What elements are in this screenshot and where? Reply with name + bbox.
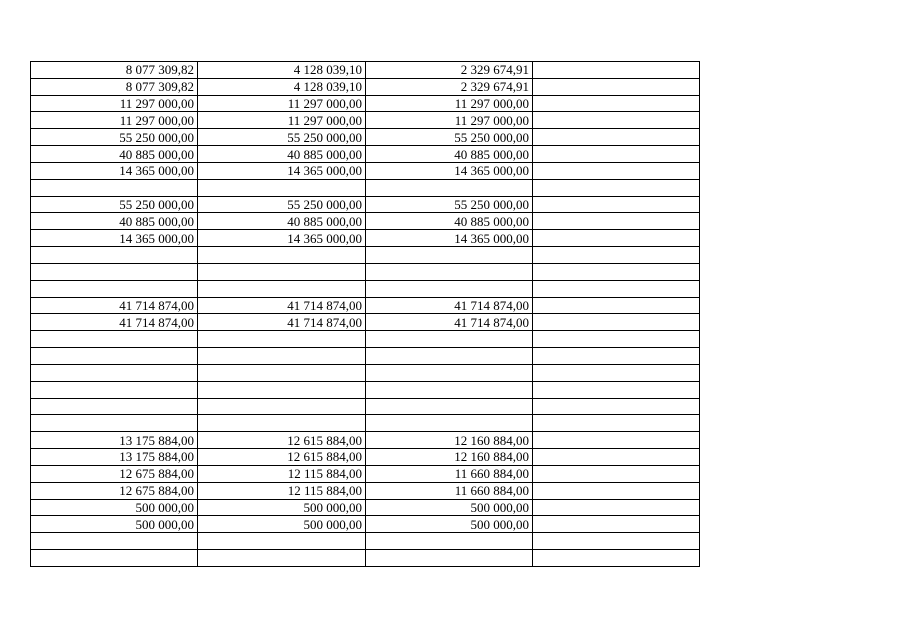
table-row bbox=[31, 415, 700, 432]
table-row bbox=[31, 381, 700, 398]
table-cell: 500 000,00 bbox=[31, 516, 198, 533]
table-cell: 41 714 874,00 bbox=[31, 314, 198, 331]
table-cell bbox=[366, 179, 533, 196]
table-cell bbox=[533, 179, 700, 196]
table-row bbox=[31, 247, 700, 264]
table-cell bbox=[366, 280, 533, 297]
table-cell: 11 297 000,00 bbox=[366, 112, 533, 129]
table-cell bbox=[533, 550, 700, 567]
table-cell bbox=[31, 415, 198, 432]
table-cell: 11 297 000,00 bbox=[198, 112, 366, 129]
table-row bbox=[31, 213, 700, 230]
table-cell bbox=[198, 415, 366, 432]
table-cell bbox=[31, 398, 198, 415]
table-row bbox=[31, 432, 700, 449]
table-cell bbox=[366, 381, 533, 398]
table-cell bbox=[198, 550, 366, 567]
table-cell bbox=[533, 415, 700, 432]
table-cell: 41 714 874,00 bbox=[198, 297, 366, 314]
table-cell bbox=[533, 62, 700, 79]
table-cell bbox=[198, 348, 366, 365]
table-cell: 12 675 884,00 bbox=[31, 465, 198, 482]
table-row bbox=[31, 179, 700, 196]
table-row bbox=[31, 146, 700, 163]
table-cell bbox=[533, 129, 700, 146]
table-cell: 4 128 039,10 bbox=[198, 78, 366, 95]
table-cell: 55 250 000,00 bbox=[366, 129, 533, 146]
table-cell bbox=[533, 465, 700, 482]
table-cell bbox=[366, 550, 533, 567]
table-row bbox=[31, 129, 700, 146]
table-cell bbox=[198, 280, 366, 297]
table-row bbox=[31, 516, 700, 533]
table-cell: 2 329 674,91 bbox=[366, 62, 533, 79]
table-row bbox=[31, 196, 700, 213]
table-cell: 55 250 000,00 bbox=[31, 196, 198, 213]
table-cell bbox=[31, 381, 198, 398]
table-cell: 12 160 884,00 bbox=[366, 449, 533, 466]
table-cell bbox=[533, 449, 700, 466]
table-cell: 13 175 884,00 bbox=[31, 449, 198, 466]
table-cell: 12 160 884,00 bbox=[366, 432, 533, 449]
table-cell: 41 714 874,00 bbox=[31, 297, 198, 314]
table-cell bbox=[366, 348, 533, 365]
table-cell: 55 250 000,00 bbox=[198, 129, 366, 146]
table-row bbox=[31, 499, 700, 516]
table-cell: 55 250 000,00 bbox=[366, 196, 533, 213]
table-cell: 500 000,00 bbox=[198, 499, 366, 516]
table-cell: 41 714 874,00 bbox=[198, 314, 366, 331]
table-row bbox=[31, 112, 700, 129]
table-cell bbox=[533, 364, 700, 381]
table-row bbox=[31, 162, 700, 179]
table-cell: 55 250 000,00 bbox=[198, 196, 366, 213]
table-cell bbox=[366, 398, 533, 415]
table-row bbox=[31, 550, 700, 567]
table-cell: 2 329 674,91 bbox=[366, 78, 533, 95]
table-cell bbox=[366, 331, 533, 348]
table-row bbox=[31, 331, 700, 348]
table-cell bbox=[366, 415, 533, 432]
table-cell: 40 885 000,00 bbox=[198, 213, 366, 230]
table-cell: 11 297 000,00 bbox=[31, 112, 198, 129]
table-cell bbox=[533, 432, 700, 449]
table-cell: 40 885 000,00 bbox=[366, 213, 533, 230]
table-cell bbox=[198, 533, 366, 550]
table-cell bbox=[366, 263, 533, 280]
table-cell bbox=[31, 348, 198, 365]
table-cell bbox=[533, 247, 700, 264]
table-cell: 11 660 884,00 bbox=[366, 465, 533, 482]
table-cell: 500 000,00 bbox=[31, 499, 198, 516]
table-cell bbox=[198, 381, 366, 398]
table-cell: 12 615 884,00 bbox=[198, 432, 366, 449]
table-cell bbox=[533, 348, 700, 365]
table-cell bbox=[533, 230, 700, 247]
table-cell bbox=[31, 280, 198, 297]
table-cell bbox=[533, 482, 700, 499]
table-cell: 14 365 000,00 bbox=[31, 162, 198, 179]
table-row bbox=[31, 398, 700, 415]
table-body bbox=[31, 62, 700, 567]
table-cell: 14 365 000,00 bbox=[31, 230, 198, 247]
table-cell bbox=[533, 499, 700, 516]
table-cell bbox=[533, 213, 700, 230]
table-cell bbox=[31, 247, 198, 264]
table-cell bbox=[533, 78, 700, 95]
table-cell bbox=[533, 381, 700, 398]
table-row bbox=[31, 449, 700, 466]
table-cell bbox=[31, 331, 198, 348]
table-cell bbox=[366, 364, 533, 381]
table-row bbox=[31, 297, 700, 314]
table-row bbox=[31, 62, 700, 79]
table-cell bbox=[366, 533, 533, 550]
table-cell: 12 675 884,00 bbox=[31, 482, 198, 499]
table-row bbox=[31, 348, 700, 365]
table-cell bbox=[198, 247, 366, 264]
table-cell: 12 115 884,00 bbox=[198, 465, 366, 482]
table-row bbox=[31, 533, 700, 550]
table-cell: 40 885 000,00 bbox=[366, 146, 533, 163]
table-row bbox=[31, 263, 700, 280]
table-cell bbox=[533, 398, 700, 415]
table-cell bbox=[31, 533, 198, 550]
table-cell: 11 297 000,00 bbox=[31, 95, 198, 112]
table-cell: 41 714 874,00 bbox=[366, 297, 533, 314]
table-row bbox=[31, 465, 700, 482]
table-cell: 40 885 000,00 bbox=[31, 213, 198, 230]
table-cell: 500 000,00 bbox=[198, 516, 366, 533]
table-cell: 12 115 884,00 bbox=[198, 482, 366, 499]
table-cell: 8 077 309,82 bbox=[31, 78, 198, 95]
table-cell: 500 000,00 bbox=[366, 516, 533, 533]
table-cell: 40 885 000,00 bbox=[198, 146, 366, 163]
table-cell: 13 175 884,00 bbox=[31, 432, 198, 449]
table-row bbox=[31, 95, 700, 112]
table-row bbox=[31, 314, 700, 331]
table-cell bbox=[533, 280, 700, 297]
table-cell bbox=[533, 297, 700, 314]
table-cell: 8 077 309,82 bbox=[31, 62, 198, 79]
table-cell bbox=[31, 550, 198, 567]
table-cell bbox=[31, 364, 198, 381]
table-cell: 14 365 000,00 bbox=[366, 162, 533, 179]
table-row bbox=[31, 482, 700, 499]
table-cell bbox=[198, 398, 366, 415]
table-cell bbox=[198, 263, 366, 280]
table-row bbox=[31, 280, 700, 297]
table-cell: 14 365 000,00 bbox=[366, 230, 533, 247]
table-cell bbox=[533, 533, 700, 550]
table-cell bbox=[31, 179, 198, 196]
table-cell: 12 615 884,00 bbox=[198, 449, 366, 466]
table-cell bbox=[533, 516, 700, 533]
table-row bbox=[31, 230, 700, 247]
table-cell: 55 250 000,00 bbox=[31, 129, 198, 146]
table-cell bbox=[533, 112, 700, 129]
table-cell bbox=[533, 162, 700, 179]
table-cell: 40 885 000,00 bbox=[31, 146, 198, 163]
table-cell bbox=[533, 331, 700, 348]
table-cell: 14 365 000,00 bbox=[198, 230, 366, 247]
table-cell: 14 365 000,00 bbox=[198, 162, 366, 179]
table-cell bbox=[533, 95, 700, 112]
table-cell bbox=[198, 331, 366, 348]
table-row bbox=[31, 78, 700, 95]
table-cell: 11 660 884,00 bbox=[366, 482, 533, 499]
table-cell bbox=[533, 146, 700, 163]
table-row bbox=[31, 364, 700, 381]
table-cell: 41 714 874,00 bbox=[366, 314, 533, 331]
table-cell bbox=[198, 364, 366, 381]
budget-table bbox=[30, 61, 700, 567]
table-cell: 11 297 000,00 bbox=[198, 95, 366, 112]
table-cell bbox=[533, 196, 700, 213]
table-cell: 500 000,00 bbox=[366, 499, 533, 516]
table-cell bbox=[533, 263, 700, 280]
table-cell bbox=[366, 247, 533, 264]
table-cell: 4 128 039,10 bbox=[198, 62, 366, 79]
table-cell bbox=[31, 263, 198, 280]
table-cell bbox=[198, 179, 366, 196]
table-cell: 11 297 000,00 bbox=[366, 95, 533, 112]
table-cell bbox=[533, 314, 700, 331]
